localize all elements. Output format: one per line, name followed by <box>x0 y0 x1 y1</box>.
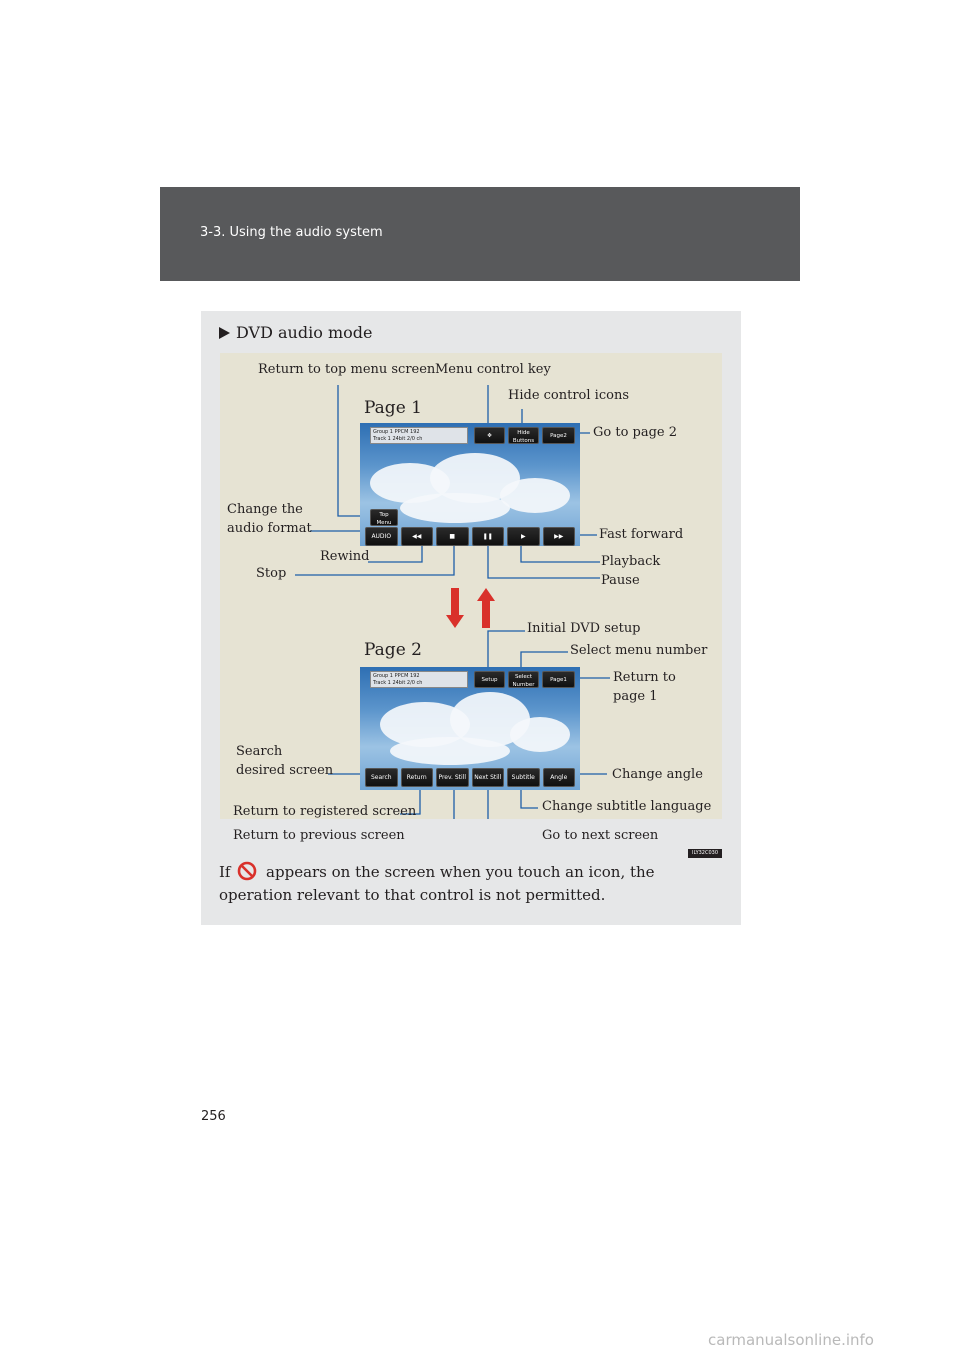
page1-info-panel <box>370 427 468 444</box>
arrow-up-icon <box>477 588 495 628</box>
label-playback: Playback <box>601 554 661 569</box>
menu-control-key-button[interactable]: ✥ <box>474 427 505 444</box>
select-number-button[interactable]: Select Number <box>508 671 539 688</box>
label-initial-dvd-setup: Initial DVD setup <box>527 621 641 636</box>
label-return-previous: Return to previous screen <box>233 828 405 843</box>
rewind-button[interactable]: ◀◀ <box>401 527 434 546</box>
hide-buttons-button[interactable]: Hide Buttons <box>508 427 539 444</box>
label-go-next: Go to next screen <box>542 828 659 843</box>
note-paragraph <box>219 861 724 907</box>
info-line-2: Track 1 24bit 2/0 ch <box>373 680 423 686</box>
label-stop: Stop <box>256 566 287 581</box>
subtitle-button[interactable]: Subtitle <box>507 768 540 787</box>
content-box <box>201 311 741 925</box>
stop-button[interactable]: ■ <box>436 527 469 546</box>
label-fast-forward: Fast forward <box>599 527 684 542</box>
top-menu-button[interactable]: Top Menu <box>370 509 398 526</box>
play-button[interactable]: ▶ <box>507 527 540 546</box>
page2-screen <box>360 667 580 790</box>
diagram-figure <box>220 353 722 856</box>
label-change-subtitle: Change subtitle language <box>542 799 712 814</box>
page1-control-bar <box>360 527 580 546</box>
section-title: 3-3. Using the audio system <box>200 225 383 240</box>
label-return-top-menu: Return to top menu screen <box>258 362 436 377</box>
label-return-registered: Return to registered screen <box>233 804 417 819</box>
label-hide-control-icons: Hide control icons <box>508 388 629 403</box>
triangle-bullet-icon <box>219 327 230 339</box>
figure-id: ILY32C030 <box>688 849 722 858</box>
mode-title: DVD audio mode <box>236 323 373 342</box>
info-line-1: Group 1 PPCM 192 <box>373 673 420 679</box>
label-change-angle: Change angle <box>612 767 703 782</box>
info-line-2: Track 1 24bit 2/0 ch <box>373 436 423 442</box>
angle-button[interactable]: Angle <box>543 768 576 787</box>
prohibited-icon <box>237 861 257 881</box>
page2-button[interactable]: Page2 <box>542 427 575 444</box>
label-search-1: Search <box>236 744 283 759</box>
line-initial-setup <box>488 631 525 670</box>
label-return-page1-1: Return to <box>613 670 676 685</box>
return-button[interactable]: Return <box>401 768 434 787</box>
page2-info-panel <box>370 671 468 688</box>
page2-title: Page 2 <box>364 640 422 660</box>
line-go-next <box>488 785 540 819</box>
note-after: appears on the screen when you touch an icon, the operation relevant to that control is not permitted. <box>219 863 655 904</box>
page1-title: Page 1 <box>364 398 422 418</box>
page-number: 256 <box>201 1109 226 1124</box>
audio-format-button[interactable]: AUDIO <box>365 527 398 546</box>
pause-button[interactable]: ❚❚ <box>472 527 505 546</box>
page2-control-bar <box>360 768 580 787</box>
note-before: If <box>219 863 231 881</box>
fast-forward-button[interactable]: ▶▶ <box>543 527 576 546</box>
cloud <box>500 478 570 513</box>
label-return-page1-2: page 1 <box>613 689 658 704</box>
label-go-to-page2: Go to page 2 <box>593 425 678 440</box>
section-header <box>160 187 800 281</box>
label-select-menu-number: Select menu number <box>570 643 708 658</box>
mode-heading <box>219 323 372 342</box>
arrow-down-icon <box>446 588 464 628</box>
label-menu-control-key: Menu control key <box>435 362 551 377</box>
watermark: carmanualsonline.info <box>708 1331 874 1349</box>
info-line-1: Group 1 PPCM 192 <box>373 429 420 435</box>
page-switch-arrows <box>446 588 495 628</box>
label-pause: Pause <box>601 573 640 588</box>
label-rewind: Rewind <box>320 549 370 564</box>
label-change-audio-format-1: Change the <box>227 502 303 517</box>
prev-still-button[interactable]: Prev. Still <box>436 768 469 787</box>
cloud <box>390 737 510 765</box>
page1-screen <box>360 423 580 546</box>
cloud <box>510 717 570 752</box>
label-search-2: desired screen <box>236 763 334 778</box>
line-return-top-menu <box>338 385 360 516</box>
label-change-audio-format-2: audio format <box>227 521 312 536</box>
page1-button[interactable]: Page1 <box>542 671 575 688</box>
next-still-button[interactable]: Next Still <box>472 768 505 787</box>
cloud <box>400 493 510 523</box>
search-button[interactable]: Search <box>365 768 398 787</box>
setup-button[interactable]: Setup <box>474 671 505 688</box>
